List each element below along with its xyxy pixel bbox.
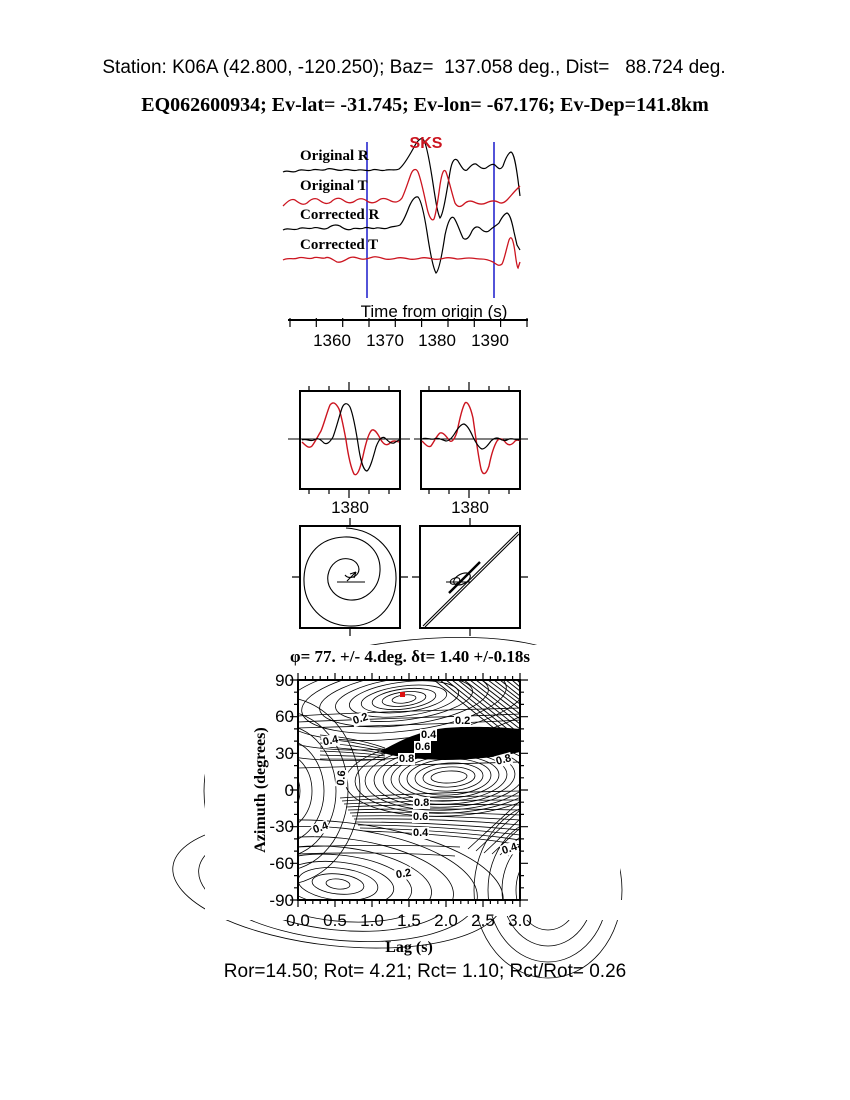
contour-label-06a: 0.6: [415, 741, 431, 753]
contour-label-04e: 0.4: [500, 840, 519, 858]
contour-label-06b: 0.6: [335, 769, 349, 787]
particle-linear-motion-b: [425, 534, 519, 627]
contour-label-06c: 0.6: [413, 811, 429, 823]
contour-title: φ= 77. +/- 4.deg. δt= 1.40 +/-0.18s: [290, 647, 530, 666]
contour-label-08b: 0.8: [494, 752, 513, 768]
particle-left-center-mark: [337, 572, 365, 582]
trace-label-original-r: Original R: [300, 148, 369, 164]
zoom-left-tick-label: 1380: [331, 498, 369, 517]
lag-tick-25: 2.5: [471, 911, 495, 930]
trace-label-corrected-r: Corrected R: [300, 207, 380, 223]
time-tick-1360: 1360: [313, 331, 351, 350]
lag-axis-title: Lag (s): [385, 939, 433, 956]
lag-tick-3: 3.0: [508, 911, 532, 930]
station-title: Station: K06A (42.800, -120.250); Baz= 137.058 deg., Dist= 88.724 deg.: [102, 57, 726, 78]
contour-label-08c: 0.8: [414, 797, 430, 809]
lag-tick-05: 0.5: [323, 911, 347, 930]
contour-label-04d: 0.4: [311, 819, 330, 837]
particle-linear-motion-a: [423, 532, 518, 626]
az-tick-90: 90: [275, 671, 294, 690]
az-tick-m60: -60: [269, 854, 294, 873]
lag-tick-2: 2.0: [434, 911, 458, 930]
event-title: EQ062600934; Ev-lat= -31.745; Ev-lon= -67.176; Ev-Dep=141.8km: [141, 94, 709, 116]
waveform-panel-graphics: [283, 139, 528, 327]
zoom-right-tick-label: 1380: [451, 498, 489, 517]
trace-label-original-t: Original T: [300, 178, 368, 194]
particle-ellipse-motion: [304, 528, 396, 626]
time-tick-1390: 1390: [471, 331, 509, 350]
zoom-panels-graphics: [288, 382, 528, 498]
stats-line: Ror=14.50; Rot= 4.21; Rct= 1.10; Rct/Rot= 0.26: [223, 961, 627, 982]
phase-label-sks: SKS: [409, 135, 443, 152]
az-tick-m90: -90: [269, 891, 294, 910]
time-axis-title: Time from origin (s): [360, 302, 508, 321]
contour-label-04c: 0.4: [413, 827, 429, 839]
particle-motion-graphics: [292, 518, 528, 636]
best-fit-marker: [400, 692, 405, 697]
azimuth-axis-title: Azimuth (degrees): [252, 727, 269, 853]
az-tick-60: 60: [275, 707, 294, 726]
time-tick-1380: 1380: [418, 331, 456, 350]
contour-label-02b: 0.2: [455, 715, 471, 727]
az-tick-0: 0: [284, 781, 294, 800]
lag-tick-0: 0.0: [286, 911, 310, 930]
contour-label-04b: 0.4: [421, 729, 437, 741]
contour-label-08a: 0.8: [399, 753, 415, 765]
trace-label-corrected-t: Corrected T: [300, 237, 379, 253]
contour-label-02a: 0.2: [351, 710, 370, 728]
contour-label-04a: 0.4: [321, 733, 340, 749]
zoom-left-fast-trace: [302, 404, 399, 471]
time-tick-1370: 1370: [366, 331, 404, 350]
az-tick-m30: -30: [269, 817, 294, 836]
lag-tick-1: 1.0: [360, 911, 384, 930]
az-tick-30: 30: [275, 744, 294, 763]
lag-tick-15: 1.5: [397, 911, 421, 930]
zoom-box-ticks: [309, 382, 509, 498]
contour-label-02c: 0.2: [395, 866, 413, 882]
